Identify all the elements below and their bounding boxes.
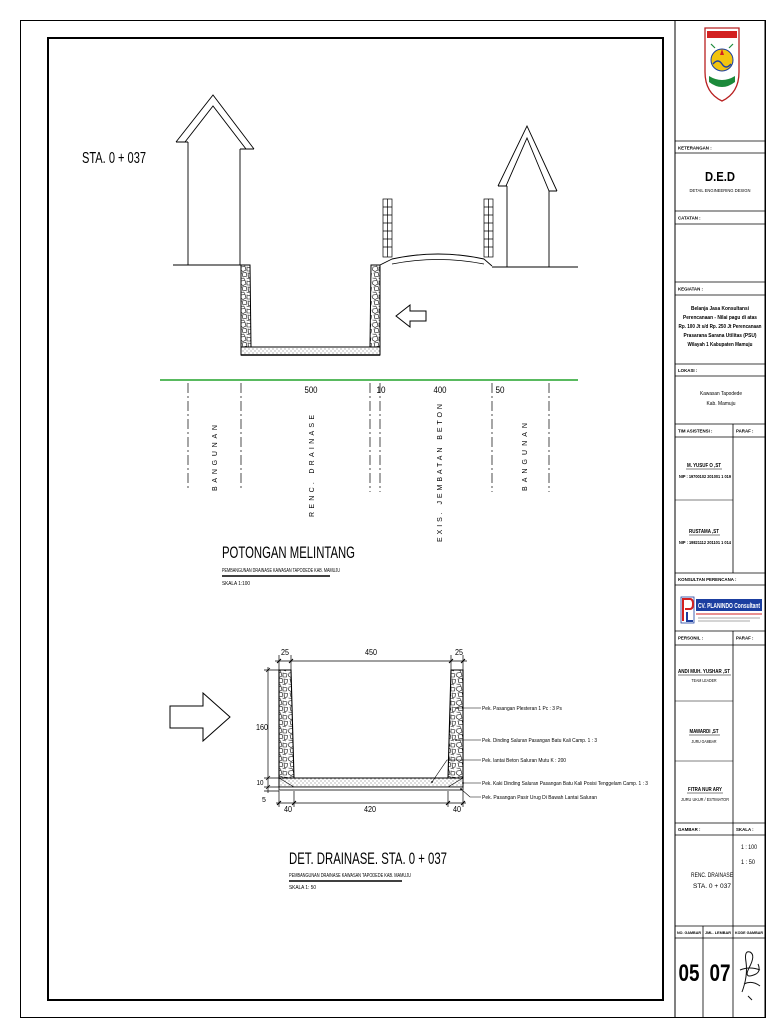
section-direction-arrow-icon bbox=[170, 693, 230, 741]
drainage-detail bbox=[170, 648, 648, 891]
left-building bbox=[176, 95, 254, 265]
right-building-walls bbox=[507, 186, 549, 267]
left-building-roof-outer bbox=[176, 95, 254, 149]
dimension-label: 450 bbox=[365, 648, 378, 657]
detail-subtitle: PEMBANGUNAN DRAINASE KAWASAN TAPODEDE KAB. MAMUJU bbox=[289, 873, 412, 879]
sheet-count: 07 bbox=[709, 960, 731, 987]
callout-sand-bedding: Pek. Pasangan Pasir Urug Di Bawah Lantai Saluran bbox=[482, 795, 598, 801]
detail-sand-base bbox=[279, 787, 463, 790]
callout-wall-masonry: Pek. Dinding Saluran Pasangan Batu Kali Camp. 1 : 3 bbox=[482, 738, 598, 744]
detail-top-dimension bbox=[275, 655, 467, 670]
personil-role: JURU GAMBAR bbox=[691, 739, 717, 744]
asistensi-nip: NIP : 19700102 201001 1 019 bbox=[679, 474, 732, 479]
tb-divider bbox=[675, 424, 765, 573]
right-building bbox=[498, 126, 557, 267]
dimension-label: 400 bbox=[433, 385, 447, 395]
existing-bridge bbox=[380, 199, 493, 266]
zone-center-lines bbox=[188, 383, 549, 492]
drawing-number: 05 bbox=[678, 960, 700, 987]
dimension-label: 25 bbox=[281, 648, 290, 657]
drawing-name-line: STA. 0 + 037 bbox=[693, 883, 732, 890]
ded-full-text: DETAIL ENGINEERING DESIGN bbox=[689, 188, 751, 193]
channel-left-wall bbox=[241, 265, 251, 347]
kegiatan-line: Belanja Jasa Konsultansi bbox=[691, 306, 750, 312]
cross-section-title: POTONGAN MELINTANG bbox=[222, 543, 355, 562]
personil-name: MAWARDI ,ST bbox=[689, 729, 720, 735]
paraf-label: PARAF : bbox=[736, 428, 754, 434]
dimension-label: 160 bbox=[256, 723, 269, 732]
asistensi-label: TIM ASISTENSI : bbox=[678, 428, 713, 434]
kegiatan-line: Perencanaan - Nilai pagu di atas bbox=[683, 315, 758, 321]
detail-right-wall bbox=[448, 670, 463, 778]
approval-signature bbox=[740, 952, 760, 1000]
station-title: STA. 0 + 037 bbox=[82, 150, 147, 167]
zone-label-bridge: EXIS. JEMBATAN BETON bbox=[437, 404, 444, 542]
callout-wall-footing: Pek. Kaki Dinding Saluran Pasangan Batu Kali Posisi Tenggelam Camp. 1 : 3 bbox=[482, 781, 649, 787]
callout-plaster: Pek. Pasangan Plesteran 1 Pc : 3 Ps bbox=[482, 706, 563, 712]
bridge-deck-bottom bbox=[392, 260, 484, 265]
zone-label-drainage: RENC. DRAINASE bbox=[309, 415, 316, 517]
skala-label: SKALA : bbox=[736, 827, 754, 832]
bridge-railing-left bbox=[383, 199, 392, 257]
keterangan-label: KETERANGAN : bbox=[678, 145, 712, 151]
detail-scale: SKALA 1: 50 bbox=[289, 885, 317, 891]
dimension-label: 10 bbox=[256, 780, 264, 787]
asistensi-name: M. YUSUF O ,ST bbox=[687, 463, 722, 469]
personil-role: JURU UKUR / ESTIMATOR bbox=[681, 797, 729, 802]
scale-value: 1 : 100 bbox=[741, 844, 758, 851]
left-building-walls bbox=[188, 142, 240, 265]
channel-right-wall bbox=[370, 265, 380, 347]
zone-label-building-left: BANGUNAN bbox=[212, 425, 219, 491]
asistensi-name: RUSTAMA ,ST bbox=[689, 529, 720, 535]
konsultan-label: KONSULTAN PERENCANA : bbox=[678, 577, 737, 582]
tb-divider bbox=[675, 631, 765, 823]
lokasi-line: Kab. Mamuju bbox=[706, 401, 736, 407]
drainage-channel bbox=[241, 265, 380, 355]
dimension-label: 500 bbox=[304, 385, 318, 395]
bridge-deck-top bbox=[380, 254, 492, 266]
drawing-name-line: RENC. DRAINASE bbox=[691, 872, 734, 879]
personil-label: PERSONIL : bbox=[678, 635, 704, 641]
cross-section-subtitle: PEMBANGUNAN DRAINASE KAWASAN TAPODEDE KAB. MAMUJU bbox=[222, 568, 341, 574]
gambar-label: GAMBAR : bbox=[678, 827, 701, 832]
title-block bbox=[675, 21, 765, 1018]
personil-name: FITRA NUR ARY bbox=[688, 787, 723, 793]
zone-label-building-right: BANGUNAN bbox=[522, 423, 529, 491]
no-gambar-label: NO. GAMBAR bbox=[677, 930, 702, 935]
dimension-label: 5 bbox=[262, 797, 266, 804]
jml-lembar-label: JML. LEMBAR bbox=[705, 930, 732, 935]
asistensi-nip: NIP : 19821112 201101 1 014 bbox=[679, 540, 732, 545]
channel-floor-slab bbox=[241, 347, 380, 355]
scale-value: 1 : 50 bbox=[741, 859, 756, 866]
ded-heading: D.E.D bbox=[705, 169, 735, 184]
consultant-logo-text: CV. PLANINDO Consultant bbox=[698, 603, 761, 610]
detail-title: DET. DRAINASE. STA. 0 + 037 bbox=[289, 849, 447, 868]
catatan-label: CATATAN : bbox=[678, 215, 701, 221]
dimension-label: 40 bbox=[453, 805, 462, 814]
dimension-label: 10 bbox=[376, 385, 386, 395]
detail-floor-slab bbox=[279, 778, 463, 787]
detail-left-wall bbox=[279, 670, 294, 778]
callout-concrete-floor: Pek. lantai Beton Saluran Mutu K : 200 bbox=[482, 758, 567, 764]
dimension-label: 420 bbox=[364, 805, 377, 814]
kode-gambar-label: KODE GAMBAR bbox=[735, 930, 764, 935]
dimension-label: 40 bbox=[284, 805, 293, 814]
lokasi-line: Kawasan Tapodede bbox=[700, 391, 743, 397]
kegiatan-line: Prasarana Sarana Utilitas (PSU) bbox=[683, 333, 757, 339]
bridge-railing-right bbox=[484, 199, 493, 257]
left-building-roof-inner bbox=[185, 106, 246, 149]
flow-direction-arrow-icon bbox=[396, 305, 426, 327]
kegiatan-label: KEGIATAN : bbox=[678, 286, 703, 292]
right-building-roof-outer bbox=[498, 126, 557, 191]
kegiatan-line: Rp. 100 Jt s/d Rp. 250 Jt Perencanaan bbox=[678, 324, 762, 330]
right-building-roof-inner bbox=[506, 138, 549, 191]
cross-section-scale: SKALA 1:100 bbox=[222, 581, 251, 587]
consultant-logo bbox=[681, 597, 762, 623]
dimension-label: 25 bbox=[455, 648, 464, 657]
lokasi-label: LOKASI : bbox=[678, 368, 698, 373]
personil-name: ANDI MUH. YUSHAR ,ST bbox=[678, 669, 731, 675]
personil-role: TEAM LEADER bbox=[691, 678, 717, 683]
kegiatan-line: Wilayah 1 Kabupaten Mamuju bbox=[687, 342, 753, 348]
cross-section bbox=[82, 95, 578, 587]
dimension-label: 50 bbox=[495, 385, 505, 395]
paraf-label: PARAF : bbox=[736, 635, 754, 641]
regency-emblem-logo bbox=[705, 28, 739, 101]
